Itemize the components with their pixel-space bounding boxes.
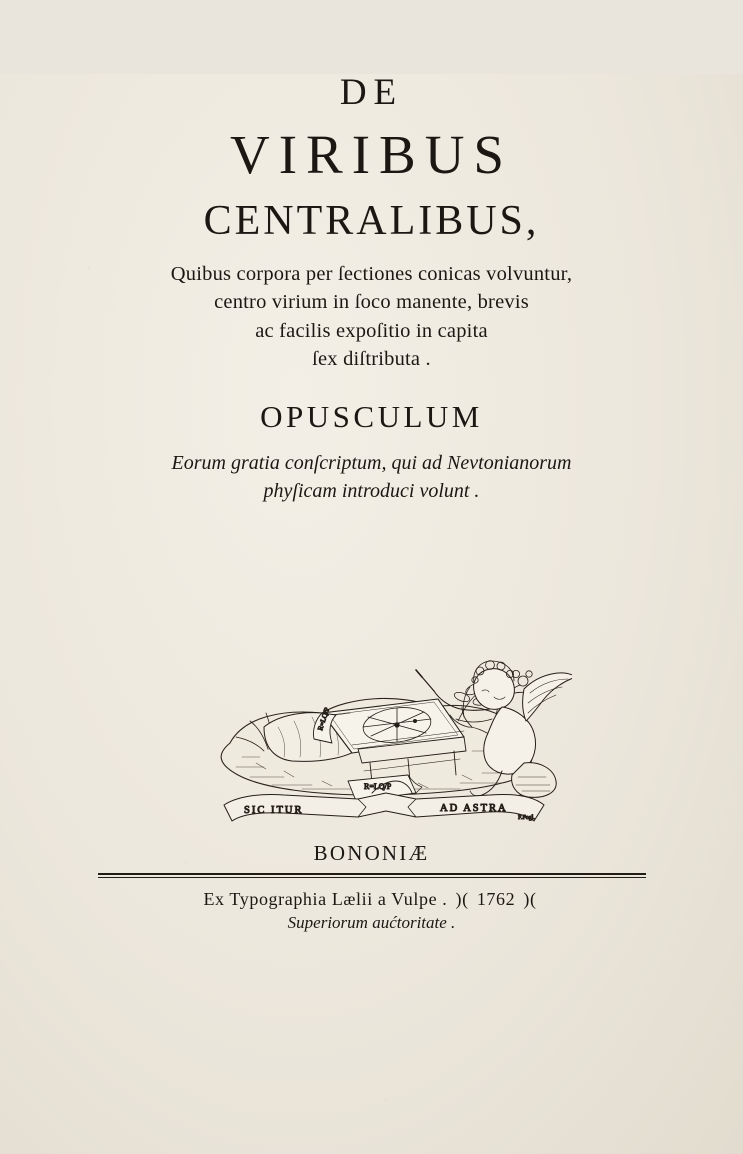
press-name: Ex Typographia Lælii a Vulpe .	[203, 889, 448, 910]
imprint-city: BONONIÆ	[313, 841, 430, 866]
dedication-line-1: Eorum gratia conſcriptum, qui ad Nevtonianorum	[171, 452, 572, 475]
imprint-press-line	[0, 889, 743, 910]
title-line-centralibus: CENTRALIBUS,	[203, 198, 540, 244]
svg-text:AD ASTRA: AD ASTRA	[439, 803, 508, 815]
title-line-de: DE	[339, 72, 404, 113]
imprint-authority: Superiorum aućtoritate .	[287, 913, 456, 933]
horizontal-rule	[98, 873, 646, 878]
year-open-ornament: )(	[455, 889, 469, 910]
genre-heading: OPUSCULUM	[260, 399, 483, 435]
putto-drawing-conic-section-engraving	[172, 531, 572, 831]
imprint-year: 1762	[476, 889, 516, 910]
dedication-line-2: phyſicam introduci volunt .	[263, 479, 480, 502]
year-close-ornament: )(	[523, 889, 537, 910]
svg-text:R=LQ/P: R=LQ/P	[315, 706, 331, 732]
subtitle-line-1: Quibus corpora per ſectiones conicas volvuntur,	[170, 263, 573, 285]
dedication-block	[0, 450, 743, 505]
svg-text:F.Fogl.: F.Fogl.	[517, 815, 535, 822]
vignette-container	[0, 531, 743, 831]
svg-text:R=LQ/P: R=LQ/P	[363, 782, 391, 792]
title-page	[0, 74, 743, 1154]
subtitle-line-2: centro virium in ſoco manente, brevis	[214, 291, 529, 314]
subtitle-block	[0, 260, 743, 373]
subtitle-line-3: ac facilis expoſitio in capita	[255, 319, 488, 342]
title-line-viribus: VIRIBUS	[229, 124, 514, 185]
svg-text:SIC ITUR: SIC ITUR	[243, 805, 303, 817]
subtitle-line-4: ſex diſtributa .	[312, 347, 431, 370]
title-page-content	[0, 74, 743, 933]
